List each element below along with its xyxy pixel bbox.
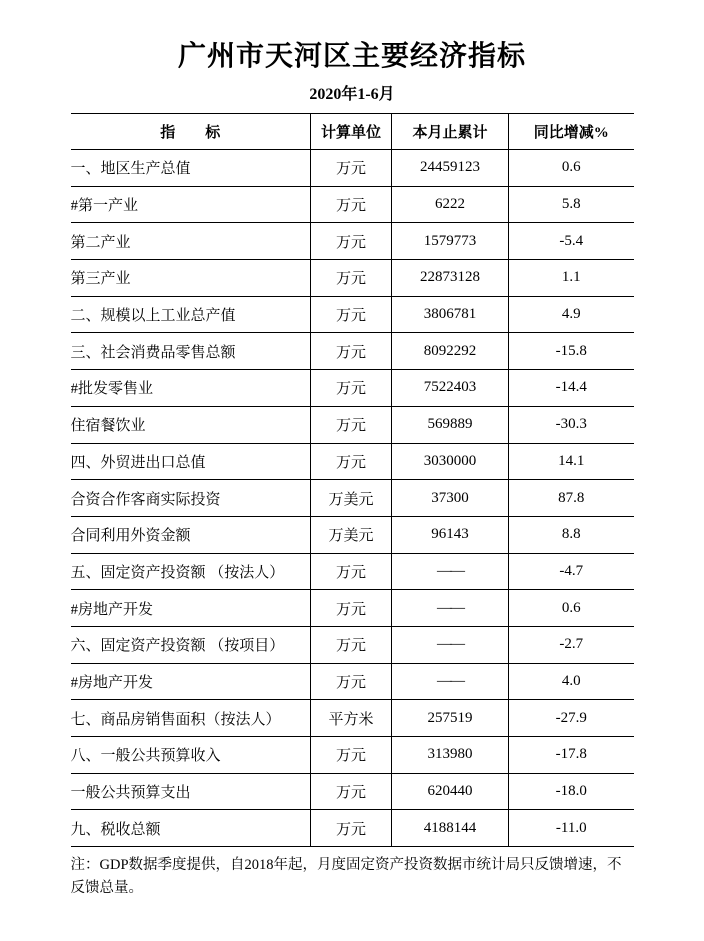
report-period: 2020年1-6月 bbox=[309, 86, 395, 103]
cumulative-cell: 3806781 bbox=[392, 296, 509, 333]
indicator-cell: 六、固定资产投资额 （按项目） bbox=[71, 626, 311, 663]
yoy-change-cell: -2.7 bbox=[509, 626, 634, 663]
table-row bbox=[71, 150, 634, 187]
table-row bbox=[71, 516, 634, 553]
cumulative-cell: 569889 bbox=[392, 406, 509, 443]
indicator-cell: 合同利用外资金额 bbox=[71, 516, 311, 553]
yoy-change-cell: 1.1 bbox=[509, 260, 634, 297]
yoy-change-cell: -17.8 bbox=[509, 737, 634, 774]
unit-cell: 万元 bbox=[311, 773, 392, 810]
indicator-cell: 九、税收总额 bbox=[71, 810, 311, 847]
indicator-cell: 住宿餐饮业 bbox=[71, 406, 311, 443]
unit-cell: 万元 bbox=[311, 186, 392, 223]
indicator-cell: 第三产业 bbox=[71, 260, 311, 297]
header-cumulative: 本月止累计 bbox=[392, 114, 509, 150]
yoy-change-cell: 14.1 bbox=[509, 443, 634, 480]
table-row bbox=[71, 223, 634, 260]
document-page bbox=[0, 34, 704, 941]
indicator-cell: 第二产业 bbox=[71, 223, 311, 260]
yoy-change-cell: 4.0 bbox=[509, 663, 634, 700]
unit-cell: 万元 bbox=[311, 296, 392, 333]
cumulative-cell: 4188144 bbox=[392, 810, 509, 847]
cumulative-cell: 24459123 bbox=[392, 150, 509, 187]
table-row bbox=[71, 186, 634, 223]
indicator-cell: 七、商品房销售面积（按法人） bbox=[71, 700, 311, 737]
table-row bbox=[71, 333, 634, 370]
yoy-change-cell: 8.8 bbox=[509, 516, 634, 553]
cumulative-cell: 6222 bbox=[392, 186, 509, 223]
cumulative-cell: —— bbox=[392, 663, 509, 700]
unit-cell: 万元 bbox=[311, 663, 392, 700]
unit-cell: 万元 bbox=[311, 590, 392, 627]
table-header bbox=[71, 114, 634, 150]
footnote: 注：GDP数据季度提供，自2018年起，月度固定资产投资数据市统计局只反馈增速，不反馈总量。 bbox=[70, 857, 622, 897]
cumulative-cell: —— bbox=[392, 590, 509, 627]
indicator-cell: 合资合作客商实际投资 bbox=[71, 480, 311, 517]
table-row bbox=[71, 406, 634, 443]
unit-cell: 万元 bbox=[311, 626, 392, 663]
cumulative-cell: 96143 bbox=[392, 516, 509, 553]
page-title: 广州市天河区主要经济指标 bbox=[177, 41, 526, 72]
table-row bbox=[71, 773, 634, 810]
header-unit: 计算单位 bbox=[311, 114, 392, 150]
unit-cell: 万美元 bbox=[311, 516, 392, 553]
table-row bbox=[71, 553, 634, 590]
indicator-cell: 五、固定资产投资额 （按法人） bbox=[71, 553, 311, 590]
indicators-table bbox=[71, 113, 634, 847]
cumulative-cell: 313980 bbox=[392, 737, 509, 774]
header-indicator: 指 标 bbox=[71, 114, 311, 150]
yoy-change-cell: 0.6 bbox=[509, 590, 634, 627]
table-row bbox=[71, 296, 634, 333]
cumulative-cell: 7522403 bbox=[392, 370, 509, 407]
cumulative-cell: 8092292 bbox=[392, 333, 509, 370]
table-row bbox=[71, 590, 634, 627]
unit-cell: 万元 bbox=[311, 333, 392, 370]
table-row bbox=[71, 626, 634, 663]
table-row bbox=[71, 737, 634, 774]
unit-cell: 万元 bbox=[311, 260, 392, 297]
yoy-change-cell: -30.3 bbox=[509, 406, 634, 443]
cumulative-cell: 37300 bbox=[392, 480, 509, 517]
table-body bbox=[71, 150, 634, 847]
cumulative-cell: —— bbox=[392, 626, 509, 663]
indicator-cell: 一、地区生产总值 bbox=[71, 150, 311, 187]
cumulative-cell: 257519 bbox=[392, 700, 509, 737]
yoy-change-cell: -18.0 bbox=[509, 773, 634, 810]
cumulative-cell: 3030000 bbox=[392, 443, 509, 480]
yoy-change-cell: -4.7 bbox=[509, 553, 634, 590]
header-yoy-change: 同比增减% bbox=[509, 114, 634, 150]
indicator-cell: 八、一般公共预算收入 bbox=[71, 737, 311, 774]
unit-cell: 万元 bbox=[311, 737, 392, 774]
table-row bbox=[71, 810, 634, 847]
cumulative-cell: 1579773 bbox=[392, 223, 509, 260]
yoy-change-cell: 4.9 bbox=[509, 296, 634, 333]
unit-cell: 万元 bbox=[311, 443, 392, 480]
yoy-change-cell: -11.0 bbox=[509, 810, 634, 847]
yoy-change-cell: -15.8 bbox=[509, 333, 634, 370]
yoy-change-cell: -27.9 bbox=[509, 700, 634, 737]
yoy-change-cell: 5.8 bbox=[509, 186, 634, 223]
unit-cell: 万元 bbox=[311, 150, 392, 187]
table-row bbox=[71, 370, 634, 407]
table-row bbox=[71, 663, 634, 700]
yoy-change-cell: -14.4 bbox=[509, 370, 634, 407]
table-row bbox=[71, 260, 634, 297]
indicator-cell: 三、社会消费品零售总额 bbox=[71, 333, 311, 370]
cumulative-cell: 620440 bbox=[392, 773, 509, 810]
indicator-cell: #批发零售业 bbox=[71, 370, 311, 407]
table-row bbox=[71, 480, 634, 517]
indicator-cell: 一般公共预算支出 bbox=[71, 773, 311, 810]
indicator-cell: #房地产开发 bbox=[71, 663, 311, 700]
table-row bbox=[71, 700, 634, 737]
yoy-change-cell: 0.6 bbox=[509, 150, 634, 187]
unit-cell: 万元 bbox=[311, 810, 392, 847]
unit-cell: 平方米 bbox=[311, 700, 392, 737]
cumulative-cell: 22873128 bbox=[392, 260, 509, 297]
indicator-cell: #房地产开发 bbox=[71, 590, 311, 627]
yoy-change-cell: -5.4 bbox=[509, 223, 634, 260]
indicator-cell: 二、规模以上工业总产值 bbox=[71, 296, 311, 333]
unit-cell: 万美元 bbox=[311, 480, 392, 517]
unit-cell: 万元 bbox=[311, 406, 392, 443]
indicator-cell: 四、外贸进出口总值 bbox=[71, 443, 311, 480]
table-row bbox=[71, 443, 634, 480]
unit-cell: 万元 bbox=[311, 370, 392, 407]
unit-cell: 万元 bbox=[311, 223, 392, 260]
yoy-change-cell: 87.8 bbox=[509, 480, 634, 517]
table-header-row bbox=[71, 114, 634, 150]
cumulative-cell: —— bbox=[392, 553, 509, 590]
indicator-cell: #第一产业 bbox=[71, 186, 311, 223]
unit-cell: 万元 bbox=[311, 553, 392, 590]
